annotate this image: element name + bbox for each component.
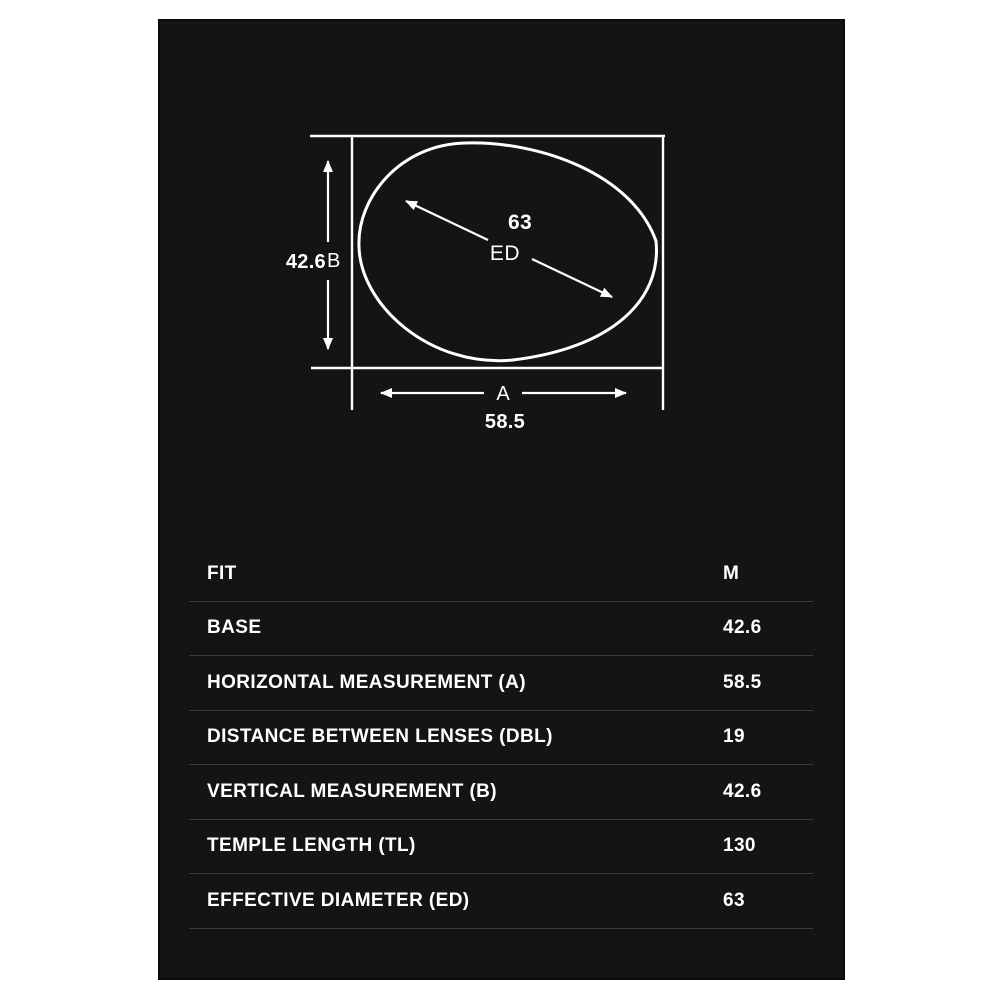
row-label: VERTICAL MEASUREMENT (B) — [207, 780, 498, 802]
row-label: EFFECTIVE DIAMETER (ED) — [207, 889, 470, 911]
table-row — [189, 711, 813, 766]
row-label: HORIZONTAL MEASUREMENT (A) — [207, 671, 526, 693]
spec-panel — [158, 19, 845, 980]
row-value: 58.5 — [723, 671, 762, 693]
row-value: 19 — [723, 726, 745, 748]
table-header-label: FIT — [207, 562, 237, 584]
table-row — [189, 765, 813, 820]
diagonal-dimension-arrow-upper — [406, 201, 488, 240]
row-label: DISTANCE BETWEEN LENSES (DBL) — [207, 726, 553, 748]
table-header-value: M — [723, 562, 740, 584]
table-header-row — [189, 547, 813, 602]
diagonal-dimension-letter: ED — [489, 242, 521, 265]
horizontal-dimension-letter: A — [496, 383, 510, 405]
row-value: 63 — [723, 889, 745, 911]
row-label: TEMPLE LENGTH (TL) — [207, 835, 416, 857]
diagonal-dimension-arrow-lower — [532, 259, 612, 297]
row-value: 130 — [723, 835, 756, 857]
table-row — [189, 820, 813, 875]
row-value: 42.6 — [723, 617, 762, 639]
measurements-table — [189, 547, 813, 929]
vertical-dimension-value: 42.6 — [285, 251, 326, 273]
table-row — [189, 874, 813, 929]
table-row — [189, 656, 813, 711]
row-value: 42.6 — [723, 780, 762, 802]
lens-measurement-diagram — [158, 19, 845, 489]
row-label: BASE — [207, 617, 262, 639]
diagonal-dimension-value: 63 — [508, 211, 532, 234]
vertical-dimension-letter: B — [327, 250, 341, 272]
table-row — [189, 602, 813, 657]
horizontal-dimension-value: 58.5 — [484, 411, 526, 433]
